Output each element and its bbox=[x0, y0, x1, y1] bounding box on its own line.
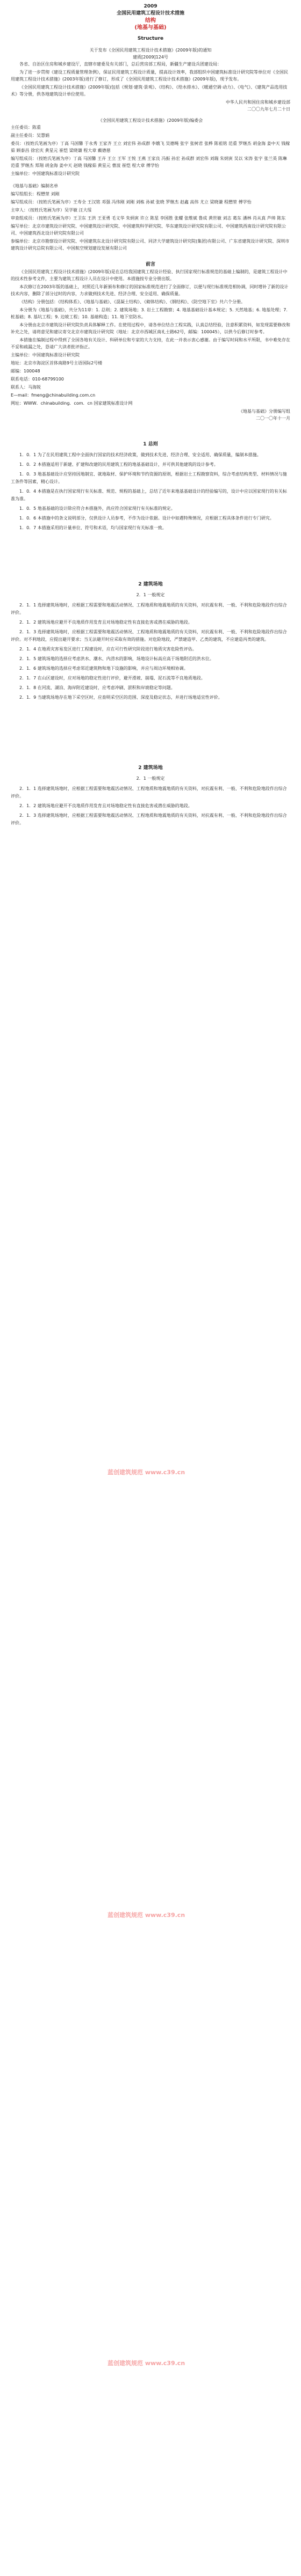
clause: 1．0．6 本措施中的条文说明部分，仅供设计人员参考，不作为设计依据。设计中如遇特殊情况，应根据工程具体条件进行专门研究。 bbox=[19, 516, 274, 521]
clause: 2．1．3 选择建筑场地时，应根据工程需要和地震活动情况、工程地质和地震地质的有关资料，对抗震有利、一般、不利和危险地段作出综合评价。对不利地段，应提出避开要求；当无法避开时应采取有效的措施。对危险地段，严禁建造甲、乙类的建筑，不应建造丙类的建筑。 bbox=[11, 630, 287, 642]
clause: 2．1．7 在山区建设时，应对场地的稳定性进行评价，避开滑坡、崩塌、泥石流等不良地质地段。 bbox=[19, 676, 205, 680]
chapter2-title: 2 建筑场地 bbox=[138, 582, 163, 587]
clause: 2．1．4 在地质灾害易发区进行工程建设时，应在可行性研究阶段进行地质灾害危险性评估。 bbox=[19, 647, 197, 652]
volume-line: 审查组成员：（按姓氏笔画为序）王卫东 王洪 王亚勇 毛义华 朱炳寅 许立 陈星 李国胜 张耀 张维斌 鲁成 黄世敏 刘志 葛东 潘林 肖从真 芦帅 陈东 bbox=[11, 216, 286, 221]
clause: 1．0．2 本措施适用于新建、扩建和改建的民用建筑工程的地基基础设计，并可供其他建筑的设计参考。 bbox=[19, 462, 218, 467]
chapter2-repeat-subtitle: 2．1 一般规定 bbox=[136, 776, 165, 781]
notice-title-1: 关于发布《全国民用建筑工程设计技术措施》(2009年版)的通知 bbox=[89, 48, 212, 53]
clause: 2．1．2 建筑场地应避开不良地质作用发育且对场地稳定性有直接危害或潜在威胁的地段。 bbox=[19, 803, 192, 808]
committee-line: 副主任委员：吴慧娟 bbox=[11, 133, 49, 138]
volume-line: 编写组成员：（按姓氏笔画为序）王寿全 王汉铭 邓强 冯伟刚 刘刚 刘栋 孙斌 张晓 罗继杰 赵鑫 高伟 尤立 梁晓谦 程懋堃 傅学怡 bbox=[11, 200, 252, 204]
notice-date: 二〇〇九年七月二十日 bbox=[247, 107, 290, 112]
notice-paragraph: 各省、自治区住房和城乡建设厅，直辖市建委及有关部门，总后营房部工程局，新疆生产建设兵团建设局： bbox=[19, 62, 221, 67]
foreword-paragraph: 本措施在编制过程中得到了全国各地有关设计、科研单位和专家的大力支持，在此一并表示衷心感谢。由于编写时间和水平所限，书中难免存在不妥和疏漏之处，恳请广大读者批评指正。 bbox=[11, 338, 290, 349]
clause: 2．1．2 建筑场地应避开不良地质作用发育且对场地稳定性有直接危害或潜在威胁的地段。 bbox=[19, 620, 192, 625]
clause: 1．0．1 为了在民用建筑工程中全面执行国家的技术经济政策，做到技术先进、经济合理、安全适用、确保质量，编制本措施。 bbox=[19, 452, 261, 457]
foreword-signature-date: 二〇一〇年十一月 bbox=[256, 416, 290, 421]
volume-line: 参编单位：北京市勘察设计研究院、中国建筑东北设计研究院有限公司、同济大学建筑设计研究院(集团)有限公司、广东省建筑设计研究院、深圳市建筑设计研究总院有限公司、中国航空规划建设发展有限公司 bbox=[11, 239, 290, 251]
doc-book-title: 全国民用建筑工程设计技术措施 bbox=[116, 11, 184, 16]
contact-website[interactable]: 网址：WWW．chinabuilding．com．cn 国家建筑标准设计网 bbox=[11, 401, 133, 406]
doc-year: 2009 bbox=[144, 4, 157, 9]
clause: 1．0．5 地基基础的设计除应符合本措施外，尚应符合国家现行有关标准的规定。 bbox=[19, 506, 175, 511]
committee-line: 委员：（按姓氏笔画为序）丁高 马国馨 于永秀 王家齐 王立 刘宏伟 孙成群 李娥飞 吴德绳 张宇 张树君 张桦 陈祖铭 范重 罗继杰 胡金海 姜中天 钱稼茹 顾泰昌 徐宏庆 黄星元 崔恺 梁晓谦 程大章 戴德慈 bbox=[11, 141, 290, 153]
foreword-title: 前言 bbox=[145, 262, 155, 267]
contact-line: 联系人：马海锐 bbox=[11, 385, 41, 390]
notice-title-2: 建质[2009]124号 bbox=[133, 55, 168, 60]
doc-part-title: 结构 bbox=[145, 18, 156, 24]
committee-title: 《全国民用建筑工程设计技术措施》(2009年版)编委会 bbox=[98, 118, 203, 123]
contact-line: 联系电话：010-68799100 bbox=[11, 377, 64, 382]
volume-title: 《地基与基础》编制名单 bbox=[11, 184, 58, 188]
notice-paragraph: 《全国民用建筑工程设计技术措施》(2009年版)包括《规划·建筑·景观》、《结构》、《给水排水》、《暖通空调·动力》、《电气》、《建筑产品选用技术》等分册，供各地建筑设计单位使用。 bbox=[11, 85, 288, 97]
clause: 2．1．9 当建筑场地存在地下采空区时，应查明采空区的范围、深度及稳定状态，并进行场地适宜性评价。 bbox=[19, 695, 223, 700]
chapter2-repeat-title: 2 建筑场地 bbox=[138, 765, 163, 771]
foreword-signature: 《地基与基础》分册编写组 bbox=[239, 409, 290, 414]
watermark-logo: 蓝创建筑规范 www.c39.cn bbox=[108, 1912, 185, 1919]
foreword-paragraph: 本分册由北京市建筑设计研究院负责具体解释工作。在使用过程中，请各单位结合工程实践，认真总结经验，注意积累资料，如发现需要修改和补充之处，请将意见和建议寄交北京市建筑设计研究院（地址：北京市西城区南礼士路62号，邮编：100045），以供今后修订时参考。 bbox=[11, 323, 290, 334]
contact-email[interactable]: E—mail：fmeng@chinabuilding.com.cn bbox=[11, 393, 96, 398]
committee-line: 主编单位：中国建筑标准设计研究院 bbox=[11, 171, 80, 176]
notice-paragraph: 为了进一步贯彻《建设工程质量管理条例》，保证民用建筑工程设计质量，提高设计效率，我部组织中国建筑标准设计研究院等单位对《全国民用建筑工程设计技术措施》(2003年版)进行了修订，形成了《全国民用建筑工程设计技术措施》(2009年版)，现予发布。 bbox=[11, 70, 288, 82]
foreword-paragraph: 《结构》分册包括：《结构体系》、《地基与基础》、《混凝土结构》、《砌体结构》、《钢结构》、《防空地下室》共六个分册。 bbox=[19, 299, 245, 304]
foreword-paragraph: 本次修订在2003年版的基础上，对照近几年新颁布和修订的国家标准规范进行了全面修订，以便与现行标准规范相协调，同时增补了新的设计技术内容，删除了部分过时的内容，力求做到技术先进、经济合理、安全适用、确保质量。 bbox=[11, 284, 289, 296]
clause: 2．1．5 建筑场地的选择应考虑洪水、潮水、内涝水的影响，场地设计标高应高于场地附近的洪水位。 bbox=[19, 656, 214, 661]
watermark-logo: 蓝创建筑规范 www.c39.cn bbox=[108, 1469, 185, 1476]
volume-line: 主审人：（按姓氏笔画为序）吴学敏 汪大绥 bbox=[11, 208, 92, 213]
foreword-paragraph: 本分册为《地基与基础》，共分为11章：1. 总则；2. 建筑场地；3. 岩土工程勘察；4. 地基基础设计基本规定；5. 天然地基；6. 地基处理；7. 桩基础；8. 基坑工程；9. 边坡工程；10. 基础构造；11. 地下室防水。 bbox=[11, 308, 288, 319]
volume-line: 编写组组长：程懋堃 刘刚 bbox=[11, 192, 60, 196]
clause: 2．1．1 选择建筑场地时，应根据工程需要和地震活动情况、工程地质和地震地质的有关资料，对抗震有利、一般、不利和危险地段作出综合评价。 bbox=[11, 786, 287, 799]
chapter2-subtitle: 2．1 一般规定 bbox=[136, 592, 165, 597]
foreword-paragraph: 《全国民用建筑工程设计技术措施》(2009年版)是在总结我国建筑工程设计经验、执行国家现行标准规范的基础上编制的，是建筑工程设计中的技术性参考文件，主要为建筑工程设计人员在设计中使用。本措施按专业分册出版。 bbox=[11, 269, 288, 281]
clause: 2．1．3 选择建筑场地时，应根据工程需要和地震活动情况、工程地质和地震地质的有关资料，对抗震有利、一般、不利和危险地段作出综合评价。 bbox=[11, 813, 287, 825]
contact-line: 主编单位：中国建筑标准设计研究院 bbox=[11, 353, 80, 357]
volume-line: 编写单位：北京市建筑设计研究院、中国建筑设计研究院、中国建筑科学研究院、华东建筑设计研究院有限公司、中国建筑西南设计研究院有限公司、中国建筑西北设计研究院有限公司 bbox=[11, 224, 286, 236]
clause: 1．0．3 地基基础设计应坚持因地制宜、就地取材、保护环境和节约资源的原则，根据岩土工程勘察资料，综合考虑结构类型、材料情况与施工条件等因素，精心设计。 bbox=[11, 472, 287, 484]
clause: 1．0．4 本措施是在执行国家现行有关标准、规范、规程的基础上，总结了近年来地基基础设计的经验编写的，设计中应以国家现行的有关标准为准。 bbox=[11, 489, 287, 501]
clause: 2．1．8 在河流、湖泊、海岸附近建设时，应考虑冲刷、淤积和岸坡稳定等问题。 bbox=[19, 685, 175, 690]
document-body bbox=[11, 0, 290, 827]
clause: 1．0．7 本措施采用的计量单位、符号和术语，均与国家现行有关标准一致。 bbox=[19, 525, 167, 530]
committee-line: 主任委员：陈重 bbox=[11, 125, 41, 130]
contact-line: 地址：北京市海淀区首体南路9号主语国际2号楼 bbox=[11, 361, 103, 365]
chapter1-title: 1 总则 bbox=[143, 442, 158, 447]
clause: 2．1．1 选择建筑场地时，应根据工程需要和地震活动情况、工程地质和地震地质的有关资料，对抗震有利、一般、不利和危险地段作出综合评价。 bbox=[11, 603, 287, 615]
doc-english-title: Structure bbox=[137, 36, 164, 41]
doc-part-subtitle: (地基与基础) bbox=[134, 25, 167, 31]
committee-line: 编写组成员：（按姓氏笔画为序）丁高 马国馨 王卉 王立 王军 王悦 王燕 王家良 冯振 孙宏 孙成群 刘宏伟 刘瑞 朱炳寅 吴以 宋涛 张宇 张兰英 陈琳 范重 罗继杰 郑翔 胡金海 姜中天 赵晓 钱稼茹 黄星元 曹波 崔恺 程大章 傅学怡 bbox=[11, 156, 287, 168]
clause: 2．1．6 建筑场地的选择应考虑邻近建筑物和地下设施的影响，并应与周边环境相协调。 bbox=[19, 666, 188, 671]
notice-issuer: 中华人民共和国住房和城乡建设部 bbox=[226, 100, 290, 105]
contact-line: 邮编：100048 bbox=[11, 369, 40, 374]
watermark-logo: 蓝创建筑规范 www.c39.cn bbox=[108, 2360, 185, 2367]
